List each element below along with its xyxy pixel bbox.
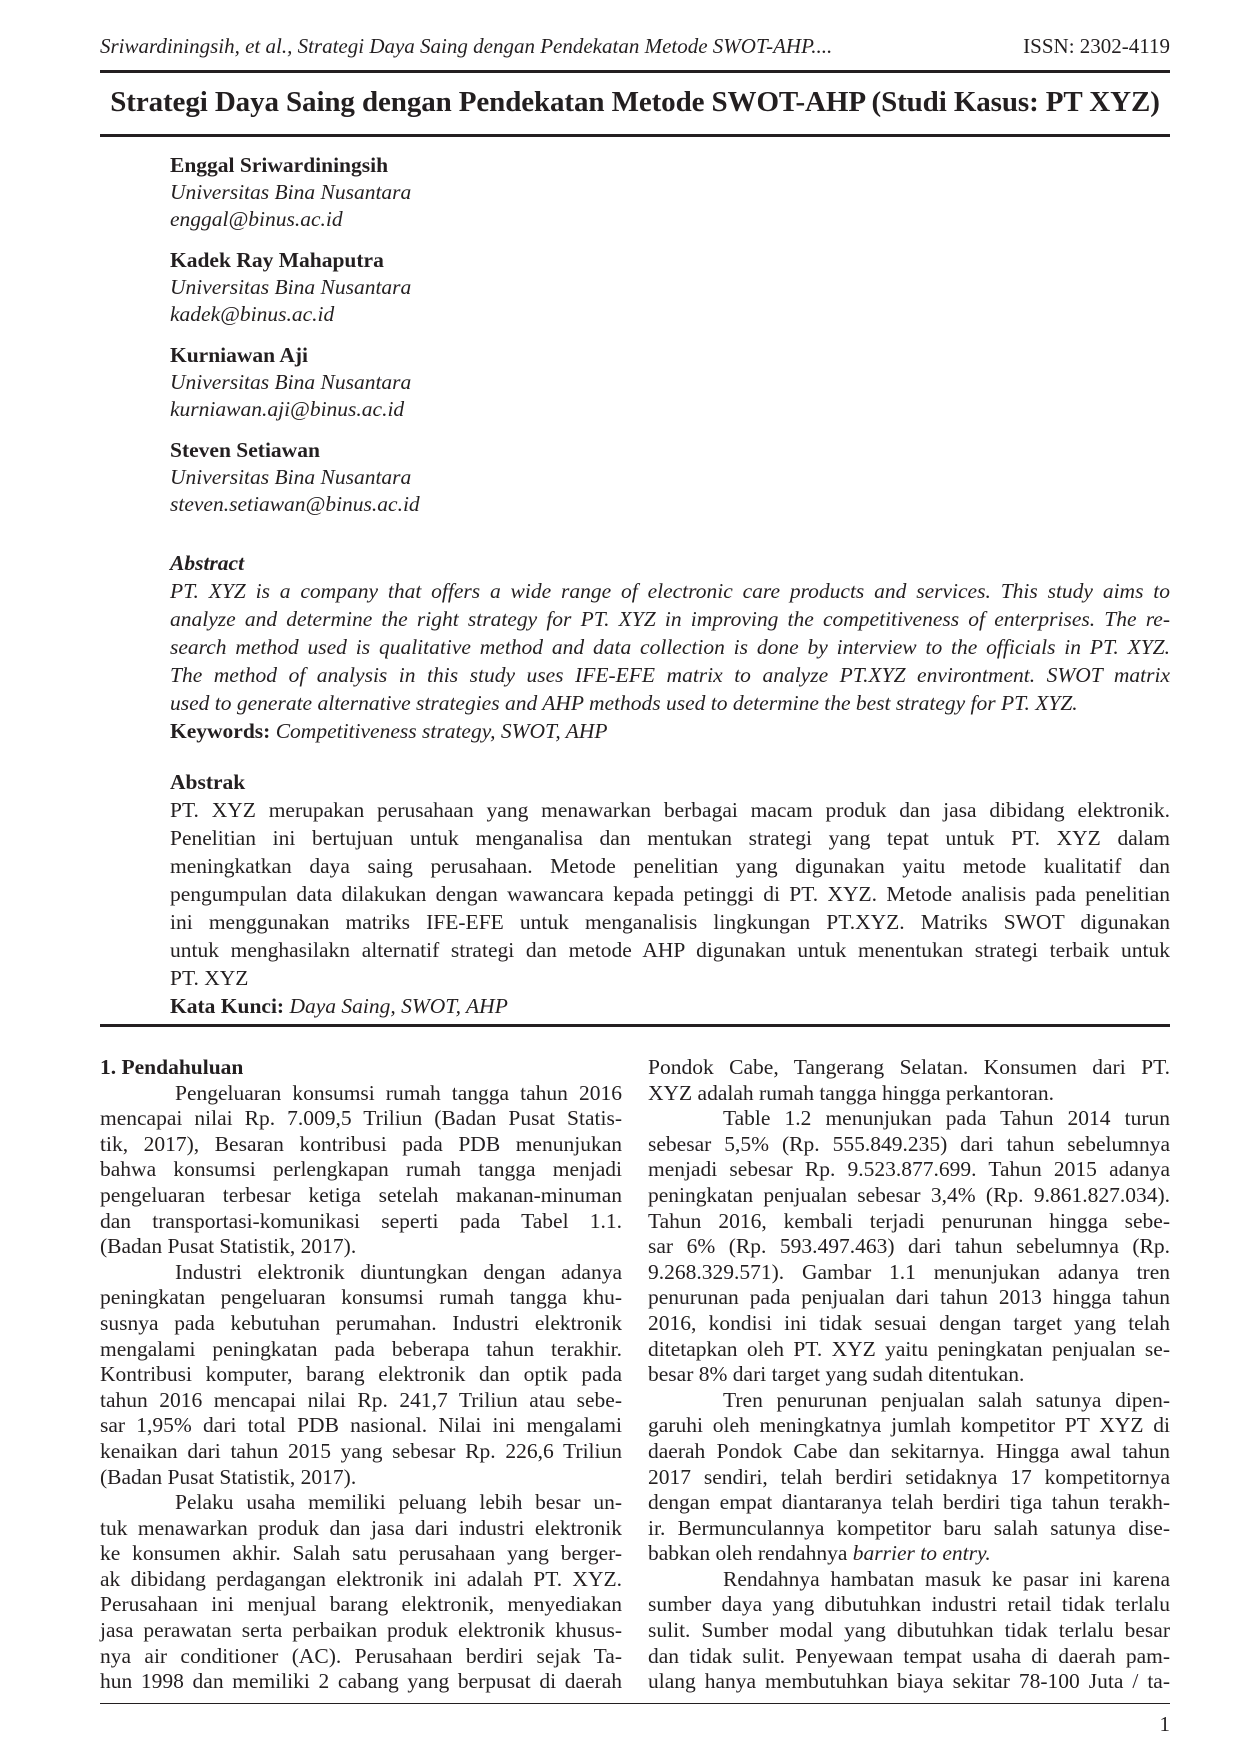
body-text: sebesar 5,5% (Rp. 555.849.235) dari tahun sebelumnya <box>648 1131 1170 1156</box>
body-text: Pondok Cabe, Tangerang Selatan. Konsumen dari PT. <box>648 1055 1170 1079</box>
body-text-line <box>648 1592 1170 1618</box>
body-text-line <box>648 1157 1170 1183</box>
author-email: kurniawan.aji@binus.ac.id <box>170 397 405 421</box>
body-text-line <box>100 1413 622 1439</box>
body-text: (Badan Pusat Statistik, 2017). <box>100 1234 357 1259</box>
body-text-line <box>648 1465 1170 1491</box>
body-column-right <box>648 1055 1170 1695</box>
body-text: babkan oleh rendahnya <box>648 1541 853 1566</box>
paper-title: Strategi Daya Saing dengan Pendekatan Metode SWOT-AHP (Studi Kasus: PT XYZ) <box>110 86 1160 118</box>
abstrak-line: ini menggunakan matriks IFE-EFE untuk menganalisis lingkungan PT.XYZ. Matriks SWOT digunakan <box>170 910 1170 934</box>
body-text-line <box>100 1541 622 1567</box>
author-block <box>170 152 770 233</box>
body-text: 2016, kondisi ini tidak sesuai dengan target yang telah <box>648 1310 1170 1335</box>
abstract-line: used to generate alternative strategies and AHP methods used to determine the best strategy for PT. XYZ. <box>170 691 1078 715</box>
body-text: ak dibidang perdagangan elektronik ini adalah PT. XYZ. <box>100 1566 622 1591</box>
author-affiliation: Universitas Bina Nusantara <box>170 180 412 204</box>
body-text-line <box>100 1234 622 1260</box>
author-email: steven.setiawan@binus.ac.id <box>170 492 420 516</box>
body-text-line <box>100 1618 622 1644</box>
body-text-line <box>100 1644 622 1670</box>
body-text-line <box>100 1209 622 1235</box>
keywords-line <box>170 717 1170 745</box>
page-number: 1 <box>1159 1712 1170 1736</box>
body-text: sulit. Sumber modal yang dibutuhkan tidak terlalu besar <box>648 1618 1170 1643</box>
body-text-line <box>100 1362 622 1388</box>
body-text-line <box>648 1644 1170 1670</box>
body-text: Perusahaan ini menjual barang elektronik, menyediakan <box>100 1592 622 1617</box>
author-affiliation: Universitas Bina Nusantara <box>170 465 412 489</box>
author-email: enggal@binus.ac.id <box>170 207 343 231</box>
body-text-line <box>648 1413 1170 1439</box>
body-text-line <box>100 1465 622 1491</box>
body-text: garuhi oleh meningkatnya jumlah kompetitor PT XYZ di <box>648 1413 1170 1438</box>
body-text: Tren penurunan penjualan salah satunya dipen- <box>723 1387 1170 1412</box>
body-text-line <box>100 1157 622 1183</box>
body-text-line <box>648 1669 1170 1695</box>
body-text: 2017 sendiri, telah berdiri setidaknya 17 kompetitornya <box>648 1464 1170 1489</box>
body-text: penurunan pada penjualan dari tahun 2013 hingga tahun <box>648 1285 1170 1310</box>
body-text: Industri elektronik diuntungkan dengan adanya <box>175 1259 622 1284</box>
body-text: pengeluaran terbesar ketiga setelah makanan-minuman <box>100 1182 622 1207</box>
abstract-line: PT. XYZ is a company that offers a wide range of electronic care products and services. This study aims to <box>170 579 1170 603</box>
body-text: hun 1998 dan memiliki 2 cabang yang berpusat di daerah <box>100 1669 622 1694</box>
abstrak-line: pengumpulan data dilakukan dengan wawancara kepada petinggi di PT. XYZ. Metode analisis pada penelitian <box>170 882 1170 906</box>
abstrak-line: untuk menghasilakn alternatif strategi dan metode AHP digunakan untuk menentukan strategi terbaik untuk <box>170 938 1170 962</box>
abstract-heading: Abstract <box>170 551 245 575</box>
body-text: mencapai nilai Rp. 7.009,5 Triliun (Badan Pusat Statis- <box>100 1106 622 1131</box>
body-text-line <box>100 1567 622 1593</box>
abstrak-line: PT. XYZ merupakan perusahaan yang menawarkan berbagai macam produk dan jasa dibidang elektronik. <box>170 798 1170 822</box>
body-text-line <box>100 1516 622 1542</box>
body-text-line <box>648 1132 1170 1158</box>
body-text: dan transportasi-komunikasi seperti pada Tabel 1.1. <box>100 1208 622 1233</box>
abstrak-line: PT. XYZ <box>170 966 249 990</box>
abstract-bottom-rule <box>100 1024 1170 1027</box>
body-text-line <box>648 1055 1170 1081</box>
body-column-left <box>100 1055 622 1695</box>
body-text: tik, 2017), Besaran kontribusi pada PDB menunjukan <box>100 1131 622 1156</box>
body-text: ir. Bermunculannya kompetitor baru salah satunya dise- <box>648 1515 1170 1540</box>
author-name: Kurniawan Aji <box>170 343 308 367</box>
body-text: ditetapkan oleh PT. XYZ yaitu peningkatan penjualan se- <box>648 1336 1170 1361</box>
emphasis-text: barrier to entry. <box>852 1541 991 1566</box>
author-name: Kadek Ray Mahaputra <box>170 248 384 272</box>
body-text: Table 1.2 menunjukan pada Tahun 2014 turun <box>723 1106 1170 1131</box>
body-text-line <box>648 1362 1170 1388</box>
body-text-line <box>648 1285 1170 1311</box>
issn: ISSN: 2302-4119 <box>1023 34 1170 58</box>
body-text: peningkatan pengeluaran konsumsi rumah tangga khu- <box>100 1285 622 1310</box>
keywords-text: Competitiveness strategy, SWOT, AHP <box>275 719 608 743</box>
body-text: tahun 2016 mencapai nilai Rp. 241,7 Triliun atau sebe- <box>100 1387 622 1412</box>
body-text-line <box>648 1106 1170 1132</box>
body-text-line <box>100 1311 622 1337</box>
body-text: sar 6% (Rp. 593.497.463) dari tahun sebelumnya (Rp. <box>648 1234 1170 1259</box>
body-text: bahwa konsumsi perlengkapan rumah tangga menjadi <box>100 1157 622 1182</box>
body-text-line <box>100 1132 622 1158</box>
body-text-line <box>648 1618 1170 1644</box>
body-text-line <box>648 1388 1170 1414</box>
abstrak-line: Penelitian ini bertujuan untuk menganalisa dan mentukan strategi yang tepat untuk PT. XYZ dalam <box>170 826 1170 850</box>
body-text: sumber daya yang dibutuhkan industri retail tidak terlalu <box>648 1592 1170 1617</box>
body-text-line <box>648 1311 1170 1337</box>
abstrak-heading: Abstrak <box>170 770 246 794</box>
body-text-line <box>100 1260 622 1286</box>
body-text-line <box>648 1439 1170 1465</box>
body-text: ulang hanya membutuhkan biaya sekitar 78-100 Juta / ta- <box>648 1669 1170 1694</box>
kata-kunci-label: Kata Kunci: <box>170 994 285 1018</box>
body-text-line <box>648 1260 1170 1286</box>
body-text: daerah Pondok Cabe dan sekitarnya. Hingga awal tahun <box>648 1438 1170 1463</box>
body-text: (Badan Pusat Statistik, 2017). <box>100 1464 357 1489</box>
abstract-indonesian <box>170 768 1170 1020</box>
body-text: jasa perawatan serta perbaikan produk elektronik khusus- <box>100 1618 622 1643</box>
author-block <box>170 342 770 423</box>
body-text-line <box>100 1388 622 1414</box>
keywords-label: Keywords: <box>170 719 271 743</box>
abstrak-line: meningkatkan daya saing perusahaan. Metode penelitian yang digunakan yaitu metode kualitatif dan <box>170 854 1170 878</box>
body-text-line <box>100 1337 622 1363</box>
body-text-line <box>648 1337 1170 1363</box>
body-text: XYZ adalah rumah tangga hingga perkantoran. <box>648 1080 1054 1105</box>
body-text: mengalami peningkatan pada beberapa tahun terakhir. <box>100 1336 622 1361</box>
body-text: sar 1,95% dari total PDB nasional. Nilai ini mengalami <box>100 1413 622 1438</box>
body-text: susnya pada kebutuhan perumahan. Industri elektronik <box>100 1310 622 1335</box>
author-block <box>170 437 770 518</box>
kata-kunci-line <box>170 992 1170 1020</box>
body-text: dengan empat diantaranya telah berdiri tiga tahun terakh- <box>648 1490 1170 1515</box>
body-text: Kontribusi komputer, barang elektronik dan optik pada <box>100 1362 622 1387</box>
footer-rule <box>100 1703 1170 1704</box>
body-text-line <box>100 1183 622 1209</box>
body-text-line <box>648 1516 1170 1542</box>
body-text-line <box>648 1567 1170 1593</box>
body-text-line <box>100 1285 622 1311</box>
abstract-english <box>170 549 1170 745</box>
abstract-line: analyze and determine the right strategy for PT. XYZ in improving the competitiveness of enterprises. The re- <box>170 607 1170 631</box>
body-text: Pelaku usaha memiliki peluang lebih besar un- <box>175 1490 622 1515</box>
author-name: Steven Setiawan <box>170 438 320 462</box>
title-rule <box>100 134 1170 137</box>
body-text: ke konsumen akhir. Salah satu perusahaan yang berger- <box>100 1541 622 1566</box>
body-text-line <box>100 1490 622 1516</box>
body-text: besar 8% dari target yang sudah ditentukan. <box>648 1362 1025 1387</box>
body-text-line <box>648 1490 1170 1516</box>
kata-kunci-text: Daya Saing, SWOT, AHP <box>289 994 508 1018</box>
author-affiliation: Universitas Bina Nusantara <box>170 370 412 394</box>
body-text: 9.268.329.571). Gambar 1.1 menunjukan adanya tren <box>648 1259 1170 1284</box>
body-text: tuk menawarkan produk dan jasa dari industri elektronik <box>100 1515 622 1540</box>
author-name: Enggal Sriwardiningsih <box>170 153 389 177</box>
author-affiliation: Universitas Bina Nusantara <box>170 275 412 299</box>
body-text: Pengeluaran konsumsi rumah tangga tahun 2016 <box>175 1080 622 1105</box>
running-title: Sriwardiningsih, et al., Strategi Daya Saing dengan Pendekatan Metode SWOT-AHP.... <box>100 34 833 58</box>
running-head <box>100 34 1170 64</box>
body-text: Tahun 2016, kembali terjadi penurunan hingga sebe- <box>648 1208 1170 1233</box>
header-rule <box>100 70 1170 73</box>
body-text: menjadi sebesar Rp. 9.523.877.699. Tahun 2015 adanya <box>648 1157 1170 1182</box>
body-text-line <box>100 1106 622 1132</box>
body-text-line <box>100 1592 622 1618</box>
body-text-line <box>648 1081 1170 1107</box>
body-text-line <box>100 1081 622 1107</box>
abstract-line: search method used is qualitative method and data collection is done by interview to the officials in PT. XYZ. <box>170 635 1170 659</box>
author-block <box>170 247 770 328</box>
author-email: kadek@binus.ac.id <box>170 302 335 326</box>
section-heading: 1. Pendahuluan <box>100 1055 244 1079</box>
abstract-line: The method of analysis in this study uses IFE-EFE matrix to analyze PT.XYZ environtment. SWOT matrix <box>170 663 1170 687</box>
body-text-line <box>100 1439 622 1465</box>
body-text: Rendahnya hambatan masuk ke pasar ini karena <box>723 1566 1170 1591</box>
body-text-line <box>100 1669 622 1695</box>
body-text: kenaikan dari tahun 2015 yang sebesar Rp. 226,6 Triliun <box>100 1438 622 1463</box>
body-text: dan tidak sulit. Penyewaan tempat usaha di daerah pam- <box>648 1643 1170 1668</box>
body-text: peningkatan penjualan sebesar 3,4% (Rp. 9.861.827.034). <box>648 1182 1170 1207</box>
body-text-line <box>648 1541 1170 1567</box>
body-text-line <box>648 1183 1170 1209</box>
body-text-line <box>648 1234 1170 1260</box>
body-text: nya air conditioner (AC). Perusahaan berdiri sejak Ta- <box>100 1643 622 1668</box>
body-text-line <box>648 1209 1170 1235</box>
